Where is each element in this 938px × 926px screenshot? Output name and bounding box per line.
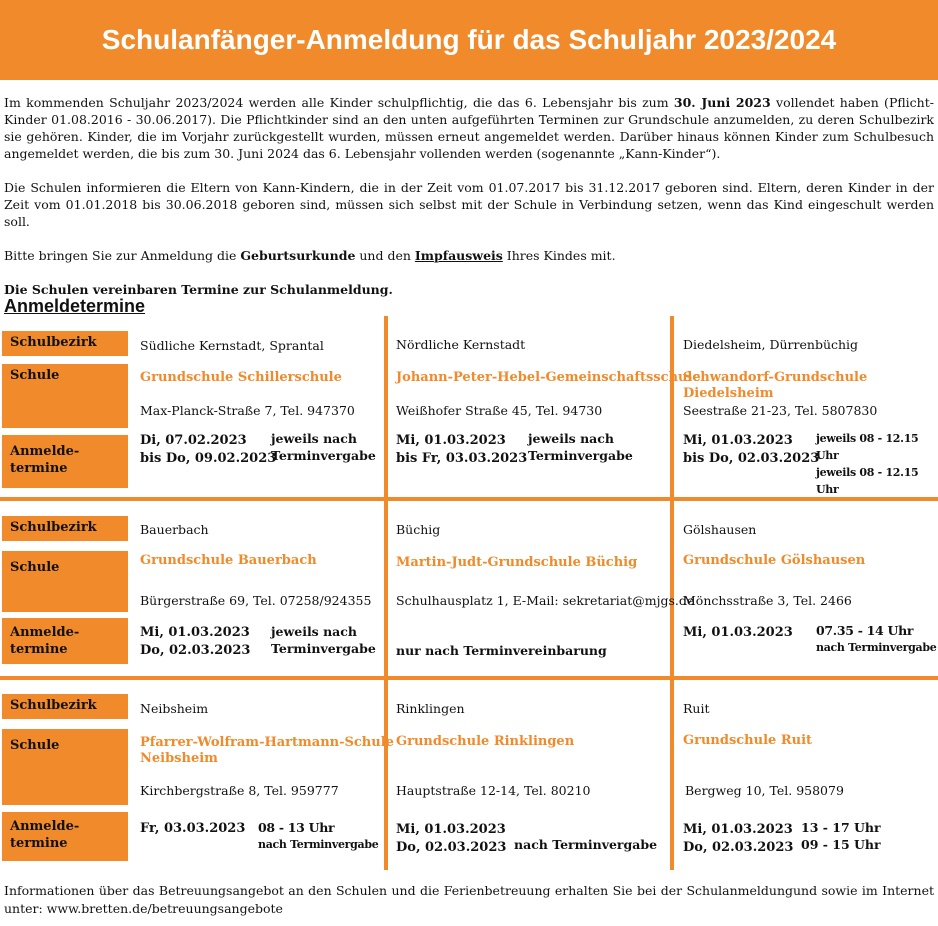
bezirk-name: Rinklingen <box>396 701 465 716</box>
registration-date: Mi, 01.03.2023 bis Fr, 03.03.2023 <box>396 433 528 466</box>
registration-note: jeweils 08 - 12.15 Uhr jeweils 08 - 12.15 Uhr <box>816 432 919 496</box>
intro-paragraph-3: Bitte bringen Sie zur Anmeldung die Geburtsurkunde und den Impfausweis Ihres Kindes mit. <box>4 248 616 263</box>
registration-date: Mi, 01.03.2023 <box>683 625 793 640</box>
header-banner <box>0 0 938 80</box>
school-name: Schwandorf-Grundschule Diedelsheim <box>683 370 868 401</box>
registration-date: Mi, 01.03.2023 Do, 02.03.2023 <box>396 822 507 855</box>
label-schulbezirk: Schulbezirk <box>2 694 128 719</box>
registration-note: 13 - 17 Uhr 09 - 15 Uhr <box>801 820 881 852</box>
registration-note: 07.35 - 14 Uhr nach Terminvergabe <box>816 623 937 654</box>
section-title: Anmeldetermine <box>4 296 146 316</box>
label-schulbezirk: Schulbezirk <box>2 331 128 356</box>
school-name: Grundschule Gölshausen <box>683 553 866 568</box>
school-address: Kirchbergstraße 8, Tel. 959777 <box>140 783 339 798</box>
school-name: Martin-Judt-Grundschule Büchig <box>396 555 638 570</box>
school-address: Hauptstraße 12-14, Tel. 80210 <box>396 783 591 798</box>
school-address: Seestraße 21-23, Tel. 5807830 <box>683 403 878 418</box>
school-name: Grundschule Schillerschule <box>140 370 342 385</box>
label-anmeldetermine: Anmelde- termine <box>2 435 128 488</box>
bezirk-name: Ruit <box>683 701 710 716</box>
registration-note: jeweils nach Terminvergabe <box>528 431 633 463</box>
registration-date: Mi, 01.03.2023 bis Do, 02.03.2023 <box>683 433 820 466</box>
school-name: Grundschule Ruit <box>683 733 813 748</box>
school-address: Mönchsstraße 3, Tel. 2466 <box>683 593 852 608</box>
bezirk-name: Gölshausen <box>683 522 757 537</box>
registration-note: jeweils nach Terminvergabe <box>271 624 376 656</box>
label-anmeldetermine: Anmelde- termine <box>2 812 128 861</box>
registration-date: Fr, 03.03.2023 <box>140 821 246 836</box>
registration-date: Mi, 01.03.2023 Do, 02.03.2023 <box>683 822 794 855</box>
registration-note: 08 - 13 Uhr nach Terminvergabe <box>258 820 379 851</box>
label-schule: Schule <box>2 364 128 428</box>
label-schulbezirk: Schulbezirk <box>2 516 128 541</box>
label-schule: Schule <box>2 729 128 805</box>
school-address: Bergweg 10, Tel. 958079 <box>685 783 844 798</box>
registration-note: nach Terminvergabe <box>514 837 658 852</box>
page-title: Schulanfänger-Anmeldung für das Schuljahr 2023/2024 <box>101 24 837 55</box>
footer-info: Informationen über das Betreuungsangebot an den Schulen und die Ferienbetreuung erhalten Sie bei der Schulanmeldungund sowie im Internet unter: www.bretten.de/betreuungsangebote <box>4 883 934 916</box>
registration-date: Mi, 01.03.2023 Do, 02.03.2023 <box>140 625 251 658</box>
intro-paragraph-2: Die Schulen informieren die Eltern von Kann-Kindern, die in der Zeit vom 01.07.2017 bis 31.12.2017 geboren sind. Eltern, deren Kinder in der Zeit vom 01.01.2018 bis 30.06.2018 geboren sind, müssen sich selbst mit der Schule in Verbindung setzen, wenn das Kind eingeschult werden soll. <box>4 180 934 229</box>
intro-paragraph-4: Die Schulen vereinbaren Termine zur Schulanmeldung. <box>4 282 393 297</box>
school-name: Johann-Peter-Hebel-Gemeinschaftsschule <box>396 370 701 385</box>
school-address: Weißhofer Straße 45, Tel. 94730 <box>396 403 603 418</box>
row-divider <box>0 676 938 680</box>
bezirk-name: Südliche Kernstadt, Sprantal <box>140 338 324 353</box>
registration-note: nur nach Terminvereinbarung <box>396 643 607 658</box>
label-anmeldetermine: Anmelde- termine <box>2 618 128 664</box>
intro-paragraph-1: Im kommenden Schuljahr 2023/2024 werden alle Kinder schulpflichtig, die das 6. Lebensjahr bis zum 30. Juni 2023 vollendet haben (Pflicht-Kinder 01.08.2016 - 30.06.2017). Die Pflichtkinder sind an den unten aufgeführten Terminen zur Grundschule anzumelden, zu deren Schulbezirk sie gehören. Kinder, die im Vorjahr zurückgestellt wurden, müssen erneut angemeldet werden. Darüber hinaus können Kinder zum Schulbesuch angemeldet werden, die bis zum 30. Juni 2024 das 6. Lebensjahr vollenden werden (sogenannte „Kann-Kinder“). <box>4 95 934 161</box>
bezirk-name: Bauerbach <box>140 522 209 537</box>
registration-date: Di, 07.02.2023 bis Do, 09.02.2023 <box>140 433 277 466</box>
bezirk-name: Nördliche Kernstadt <box>396 337 526 352</box>
school-name: Grundschule Rinklingen <box>396 734 575 749</box>
school-address: Bürgerstraße 69, Tel. 07258/924355 <box>140 593 372 608</box>
school-name: Pfarrer-Wolfram-Hartmann-Schule Neibsheim <box>140 735 394 766</box>
column-divider <box>384 316 388 870</box>
school-name: Grundschule Bauerbach <box>140 553 317 568</box>
school-address: Schulhausplatz 1, E-Mail: sekretariat@mjgs.de <box>396 593 695 608</box>
bezirk-name: Neibsheim <box>140 701 209 716</box>
bezirk-name: Diedelsheim, Dürrenbüchig <box>683 337 859 352</box>
intro-text <box>4 94 934 315</box>
bezirk-name: Büchig <box>396 522 441 537</box>
registration-note: jeweils nach Terminvergabe <box>271 431 376 463</box>
label-schule: Schule <box>2 551 128 612</box>
school-address: Max-Planck-Straße 7, Tel. 947370 <box>140 403 355 418</box>
row-divider <box>0 497 938 501</box>
